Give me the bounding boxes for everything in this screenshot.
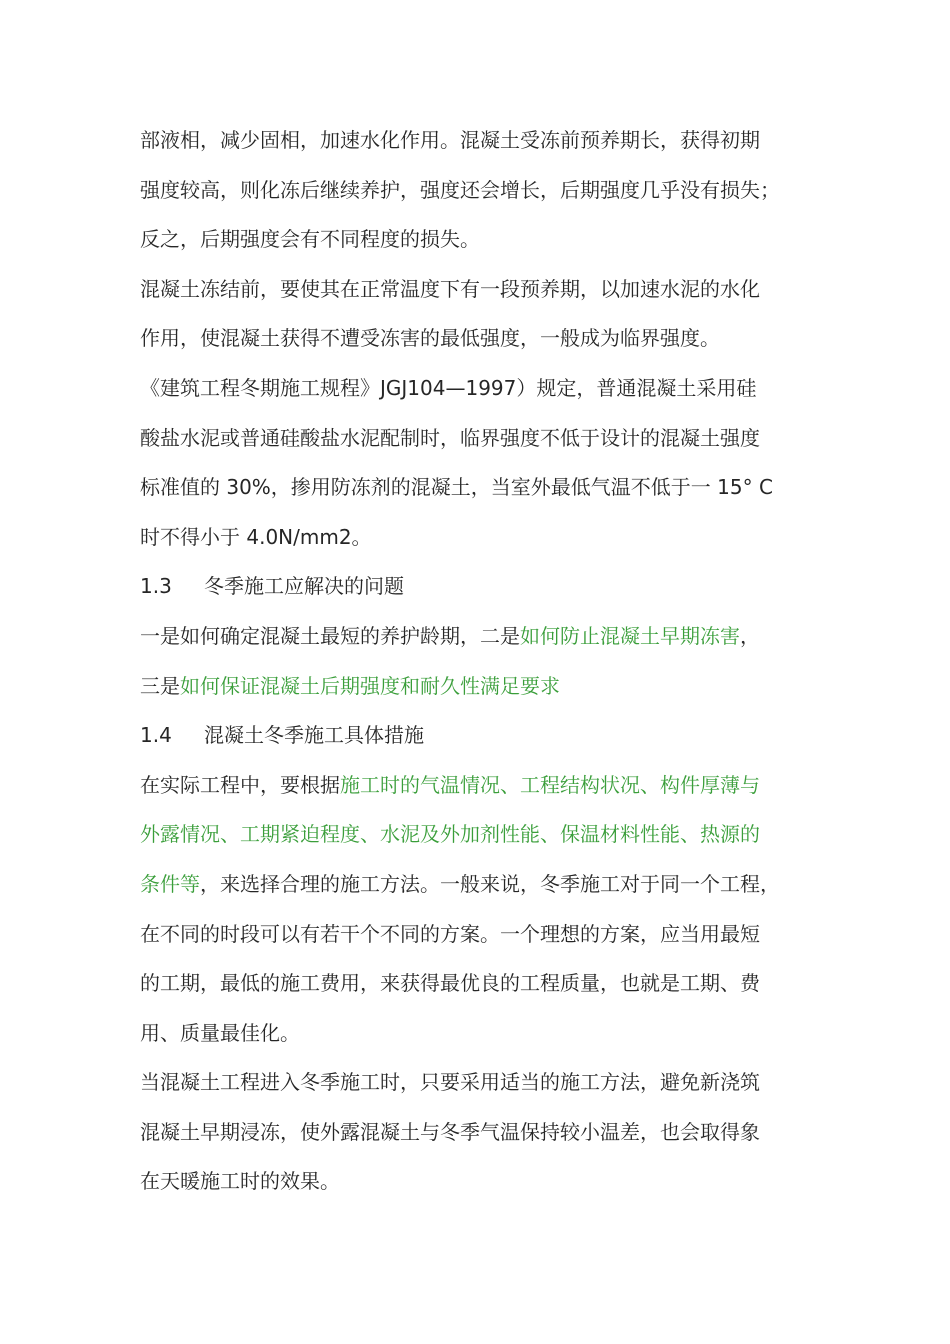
paragraph-line: 用、质量最佳化。 — [140, 1020, 300, 1045]
paragraph-line: 的工期，最低的施工费用，来获得最优良的工程质量，也就是工期、费 — [140, 971, 760, 996]
paragraph-line: 当混凝土工程进入冬季施工时，只要采用适当的施工方法，避免新浇筑 — [140, 1070, 760, 1095]
paragraph-line: 混凝土冻结前，要使其在正常温度下有一段预养期，以加速水泥的水化 — [140, 276, 760, 301]
paragraph-line: 部液相，减少固相，加速水化作用。混凝土受冻前预养期长，获得初期 — [140, 128, 760, 152]
text-run: 在实际工程中，要根据 — [140, 772, 340, 797]
paragraph-line: 作用，使混凝土获得不遭受冻害的最低强度，一般成为临界强度。 — [140, 326, 720, 351]
paragraph-line — [140, 761, 812, 811]
highlighted-text: 如何防止混凝土早期冻害 — [520, 623, 740, 648]
section-heading-1-3 — [140, 562, 812, 612]
paragraph-line: 标准值的 30%，掺用防冻剂的混凝土，当室外最低气温不低于一 15° C — [140, 475, 773, 500]
paragraph-line: 混凝土早期浸冻，使外露混凝土与冬季气温保持较小温差，也会取得象 — [140, 1119, 760, 1144]
text-run: 一是如何确定混凝土最短的养护龄期，二是 — [140, 623, 520, 648]
paragraph-line: 酸盐水泥或普通硅酸盐水泥配制时，临界强度不低于设计的混凝土强度 — [140, 425, 760, 450]
text-run: 三是 — [140, 673, 180, 698]
text-run: ， — [740, 623, 760, 648]
text-run: ，来选择合理的施工方法。一般来说，冬季施工对于同一个工程， — [200, 871, 780, 896]
paragraph-line — [140, 612, 812, 662]
section-title: 冬季施工应解决的问题 — [204, 574, 404, 599]
paragraph-line: 在不同的时段可以有若干个不同的方案。一个理想的方案，应当用最短 — [140, 921, 760, 946]
section-title: 混凝土冬季施工具体措施 — [204, 723, 424, 748]
paragraph-line: 强度较高，则化冻后继续养护，强度还会增长，后期强度几乎没有损失； — [140, 177, 780, 202]
paragraph-line: 《建筑工程冬期施工规程》JGJ104—1997）规定，普通混凝土采用硅 — [140, 375, 757, 400]
section-number: 1.4 — [140, 723, 172, 748]
highlighted-text: 如何保证混凝土后期强度和耐久性满足要求 — [180, 673, 560, 698]
paragraph-line: 反之，后期强度会有不同程度的损失。 — [140, 227, 480, 252]
section-number: 1.3 — [140, 574, 172, 599]
section-heading-1-4 — [140, 711, 812, 761]
paragraph-line: 外露情况、工期紧迫程度、水泥及外加剂性能、保温材料性能、热源的 — [140, 822, 760, 847]
paragraph-line — [140, 860, 812, 910]
highlighted-text: 施工时的气温情况、工程结构状况、构件厚薄与 — [340, 772, 760, 797]
highlighted-text: 条件等 — [140, 871, 200, 896]
paragraph-line — [140, 662, 812, 712]
paragraph-line: 时不得小于 4.0N/mm2。 — [140, 524, 372, 549]
document-body — [140, 116, 812, 1207]
paragraph-line: 在天暖施工时的效果。 — [140, 1169, 340, 1194]
